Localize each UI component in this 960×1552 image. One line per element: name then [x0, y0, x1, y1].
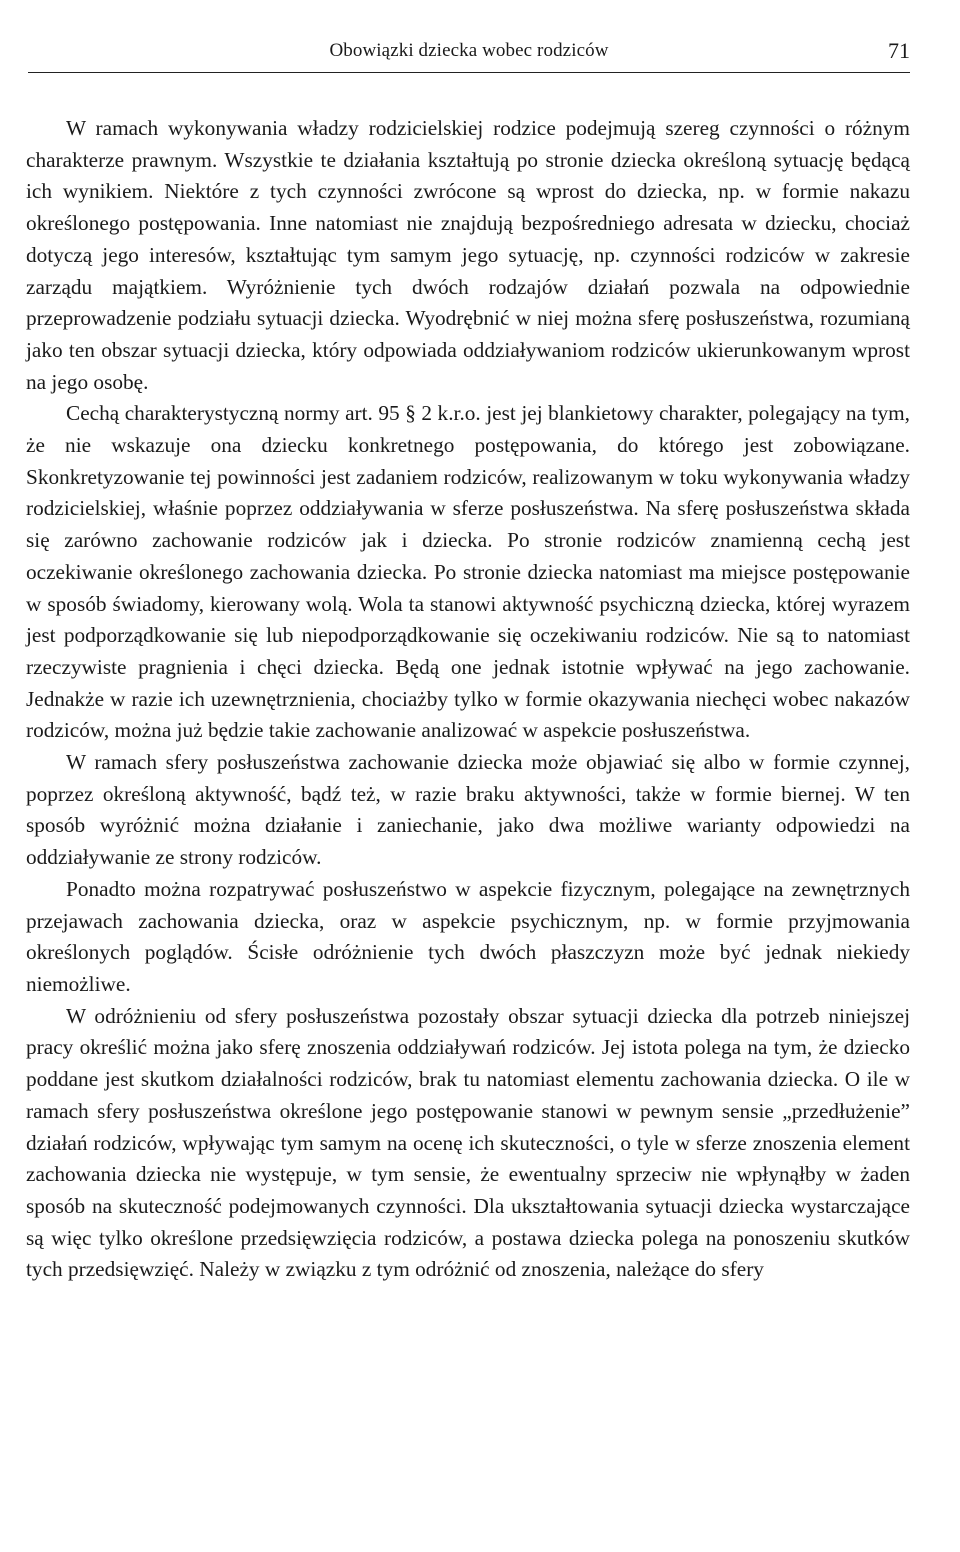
page-number: 71	[888, 38, 910, 63]
paragraph-5: W odróżnieniu od sfery posłuszeństwa pozostały obszar sytuacji dziecka dla potrzeb niniejszej pracy określić można jako sferę znoszenia oddziaływań rodziców. Jej istota polega na tym, że dziecko poddane jest skutkom działalności rodziców, brak tu natomiast elementu zachowania dziecka. O ile w ramach sfery posłuszeństwa określone jego postępowanie stanowi w pewnym sensie „przedłużenie” działań rodziców, wpływając tym samym na ocenę ich skuteczności, o tyle w sferze znoszenia element zachowania dziecka nie występuje, w tym sensie, że ewentualny sprzeciw nie wpłynąłby w żaden sposób na skuteczność podejmowanych czynności. Dla ukształtowania sytuacji dziecka wystarczające są więc tylko określone przedsięwzięcia rodziców, a postawa dziecka polega na ponoszeniu skutków tych przedsięwzięć. Należy w związku z tym odróżnić od znoszenia, należące do sfery	[26, 1003, 910, 1282]
running-title: Obowiązki dziecka wobec rodziców	[329, 40, 609, 61]
paragraph-1: W ramach wykonywania władzy rodzicielskiej rodzice podejmują szereg czynności o różnym charakterze prawnym. Wszystkie te działania kształtują po stronie dziecka określoną sytuację będącą ich wynikiem. Niektóre z tych czynności zwrócone są wprost do dziecka, np. w formie nakazu określonego postępowania. Inne natomiast nie znajdują bezpośredniego adresata w dziecku, chociaż dotyczą jego interesów, kształtując tym samym jego sytuację, np. czynności rodziców w zakresie zarządu majątkiem. Wyróżnienie tych dwóch rodzajów działań pozwala na odpowiednie przeprowadzenie podziału sytuacji dziecka. Wyodrębnić w niej można sferę posłuszeństwa, rozumianą jako ten obszar sytuacji dziecka, który odpowiada oddziaływaniom rodziców ukierunkowanym wprost na jego osobę.	[26, 116, 910, 394]
running-header	[28, 38, 910, 73]
body-text	[26, 113, 910, 1286]
paragraph-2: Cechą charakterystyczną normy art. 95 § 2 k.r.o. jest jej blankietowy charakter, polegający na tym, że nie wskazuje ona dziecku konkretnego postępowania, do którego jest zobowiązane. Skonkretyzowanie tej powinności jest zadaniem rodziców, realizowanym w toku wykonywania władzy rodzicielskiej, właśnie poprzez oddziaływania w sferze posłuszeństwa. Na sferę posłuszeństwa składa się zarówno zachowanie rodziców jak i dziecka. Po stronie rodziców znamienną cechą jest oczekiwanie określonego zachowania dziecka. Po stronie dziecka natomiast ma miejsce postępowanie w sposób świadomy, kierowany wolą. Wola ta stanowi aktywność psychiczną dziecka, której wyrazem jest podporządkowanie się lub niepodporządkowanie się oczekiwaniu rodziców. Nie są to natomiast rzeczywiste pragnienia i chęci dziecka. Będą one jednak istotnie wpływać na jego zachowanie. Jednakże w razie ich uzewnętrznienia, chociażby tylko w formie okazywania niechęci wobec nakazów rodziców, można już będzie takie zachowanie analizować w aspekcie posłuszeństwa.	[26, 401, 910, 743]
paragraph-3: W ramach sfery posłuszeństwa zachowanie dziecka może objawiać się albo w formie czynnej, poprzez określoną aktywność, bądź też, w razie braku aktywności, także w formie biernej. W ten sposób wyróżnić można działanie i zaniechanie, jako dwa możliwe warianty odpowiedzi na oddziaływanie ze strony rodziców.	[26, 750, 910, 870]
paragraph-4: Ponadto można rozpatrywać posłuszeństwo w aspekcie fizycznym, polegające na zewnętrznych przejawach zachowania dziecka, oraz w aspekcie psychicznym, np. w formie przyjmowania określonych poglądów. Ścisłe odróżnienie tych dwóch płaszczyzn może być jednak niekiedy niemożliwe.	[26, 876, 910, 996]
